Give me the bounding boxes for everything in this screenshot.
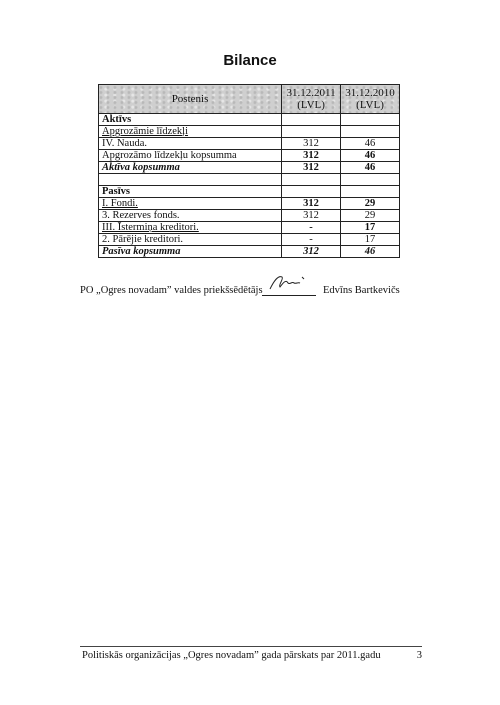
header-2010: 31.12.2010 (LVL): [341, 85, 400, 114]
row-value-2011: -: [282, 222, 341, 234]
row-value-2010: 29: [341, 198, 400, 210]
header-2011: 31.12.2011 (LVL): [282, 85, 341, 114]
row-value-2011: [282, 186, 341, 198]
footer-text: Politiskās organizācijas „Ogres novadam” gada pārskats par 2011.gadu: [82, 650, 381, 661]
row-value-2010: 29: [341, 210, 400, 222]
row-value-2011: [282, 126, 341, 138]
row-value-2010: [341, 174, 400, 186]
row-value-2011: 312: [282, 138, 341, 150]
table-row: [99, 138, 400, 150]
row-value-2011: 312: [282, 150, 341, 162]
table-row: [99, 162, 400, 174]
row-value-2011: 312: [282, 198, 341, 210]
table-row: [99, 222, 400, 234]
row-value-2010: [341, 126, 400, 138]
row-label: Pasīva kopsumma: [99, 246, 282, 258]
row-value-2010: 46: [341, 138, 400, 150]
row-value-2011: 312: [282, 246, 341, 258]
row-label: 2. Pārējie kreditori.: [99, 234, 282, 246]
table-row: [99, 114, 400, 126]
table-header-row: [99, 85, 400, 114]
row-value-2010: 46: [341, 150, 400, 162]
table-row: [99, 234, 400, 246]
header-item: Postenis: [99, 85, 282, 114]
row-value-2011: [282, 114, 341, 126]
table-row: [99, 198, 400, 210]
row-value-2011: -: [282, 234, 341, 246]
row-value-2010: 17: [341, 222, 400, 234]
row-label: [99, 174, 282, 186]
page-number: 3: [416, 650, 422, 661]
row-value-2011: 312: [282, 210, 341, 222]
row-label: I. Fondi.: [99, 198, 282, 210]
row-value-2011: [282, 174, 341, 186]
row-value-2010: 17: [341, 234, 400, 246]
row-value-2010: [341, 114, 400, 126]
handwritten-signature: [266, 271, 310, 293]
signatory-name: Edvīns Bartkevičs: [323, 285, 400, 296]
table-row: [99, 210, 400, 222]
footer-divider: [80, 646, 422, 647]
row-value-2010: [341, 186, 400, 198]
row-value-2011: 312: [282, 162, 341, 174]
page-title: Bilance: [223, 52, 277, 69]
row-label: Pasīvs: [99, 186, 282, 198]
row-label: 3. Rezerves fonds.: [99, 210, 282, 222]
table-row: [99, 186, 400, 198]
row-label: Aktīvs: [99, 114, 282, 126]
row-value-2010: 46: [341, 246, 400, 258]
page-footer: [82, 650, 422, 661]
balance-table: [98, 84, 400, 258]
signature-line: [262, 295, 316, 296]
row-label: IV. Nauda.: [99, 138, 282, 150]
table-row: [99, 126, 400, 138]
table-row: [99, 150, 400, 162]
table-row: [99, 174, 400, 186]
row-label: Apgrozāmo līdzekļu kopsumma: [99, 150, 282, 162]
row-label: III. Īstermiņa kreditori.: [99, 222, 282, 234]
row-value-2010: 46: [341, 162, 400, 174]
signature-label: PO „Ogres novadam” valdes priekšsēdētājs: [80, 285, 263, 296]
table-row: [99, 246, 400, 258]
row-label: Aktīva kopsumma: [99, 162, 282, 174]
row-label: Apgrozāmie līdzekļi: [99, 126, 282, 138]
